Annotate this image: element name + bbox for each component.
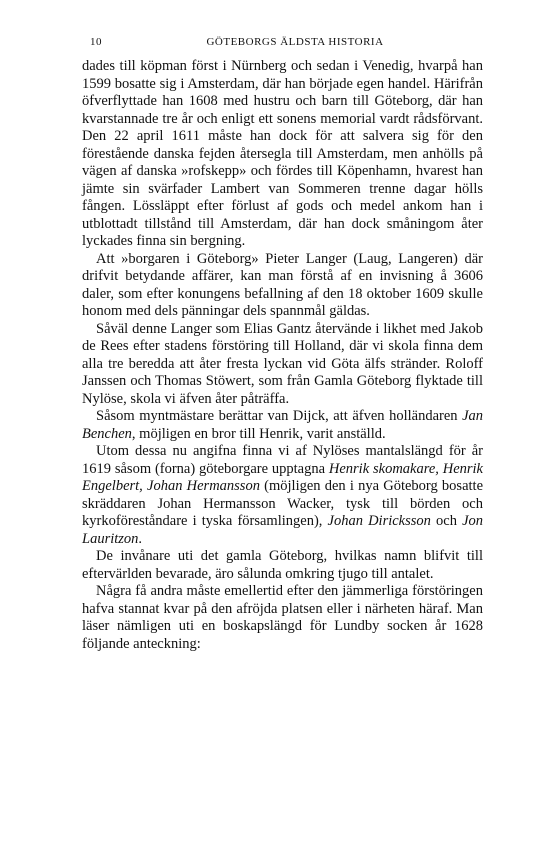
text-run: Några få andra måste emellertid efter den jämmerliga förstöringen hafva stannat kvar på den afröjda platsen eller i närheten häraf. Man läser nämligen uti en boskapslängd för Lundby socken år 1628 följande anteckning: — [82, 583, 483, 652]
text-run: Såsom myntmästare berättar van Dijck, att äfven holländaren — [96, 408, 463, 424]
paragraph — [82, 251, 483, 321]
text-run: Att »borgaren i Göteborg» Pieter Langer (Laug, Langeren) där drifvit betydande affärer, kan man förstå af en invisning å 3606 daler, som efter konungens befallning af den 18 oktober 1609 skulle honom med dels pänningar dels spannmål gäldas. — [82, 250, 483, 319]
text-run: och — [430, 513, 463, 529]
page-number: 10 — [90, 36, 102, 48]
text-run: dades till köpman först i Nürnberg och sedan i Venedig, hvarpå han 1599 bosatte sig i Amsterdam, där han började egen handel. Härifrån öfverflyttade han 1608 med hustru och barn till Göteborg, där han kvarstannade tre år och enligt ett sonens memorial vardt rådsförvant. Den 22 april 1611 måste han dock för att salvera sig för den förestående danska fejden återsegla till Amsterdam, men anhölls på vägen af danska »rofskepp» och fördes till Köpenhamn, hvarest han jämte sin svärfader Lambert van Sommeren trenne dagar hölls fången. Lössläppt efter förlust af gods och medel ankom han i utblottadt tillstånd till Amsterdam, där han dock småningom åter lyckades finna sin bergning. — [82, 58, 483, 249]
text-run: , möjligen en bror till Henrik, varit anställd. — [131, 425, 386, 442]
running-header — [90, 36, 480, 48]
italic-name: Henrik skomakare, Henrik Engelbert, Johan Hermansson — [82, 460, 483, 494]
text-run: . — [138, 530, 143, 547]
running-title: GÖTEBORGS ÄLDSTA HISTORIA — [206, 36, 384, 48]
text-run: (möjligen den i nya Göteborg bosatte skräddaren Johan Hermansson Wacker, tysk till börden och kyrkoföreståndare i tyska församlingen), — [82, 478, 484, 529]
paragraph — [82, 58, 483, 251]
paragraph — [82, 548, 483, 583]
paragraph — [82, 408, 483, 443]
body-text — [82, 58, 483, 653]
italic-name: Jan Benchen — [82, 408, 483, 442]
text-run: De invånare uti det gamla Göteborg, hvilkas namn blifvit till eftervärlden bevarade, äro sålunda omkring tjugo till antalet. — [82, 548, 483, 582]
text-run: Såväl denne Langer som Elias Gantz återvände i likhet med Jakob de Rees efter stadens förstöring till Holland, där vi skola finna dem alla tre beredda att åter fresta lyckan vid Göta älfs stränder. Roloff Janssen och Thomas Stöwert, som från Gamla Göteborg flyktade till Nylöse, skola vi äfven åter påträffa. — [82, 320, 483, 407]
paragraph — [82, 321, 483, 409]
text-run: Utom dessa nu angifna finna vi af Nylöses mantalslängd för år 1619 såsom (forna) göteborgare upptagna — [82, 443, 483, 477]
paragraph — [82, 583, 483, 653]
italic-name: Johan Diricksson — [327, 513, 431, 529]
italic-name: Jon Lauritzon — [82, 513, 484, 547]
paragraph — [82, 443, 483, 548]
